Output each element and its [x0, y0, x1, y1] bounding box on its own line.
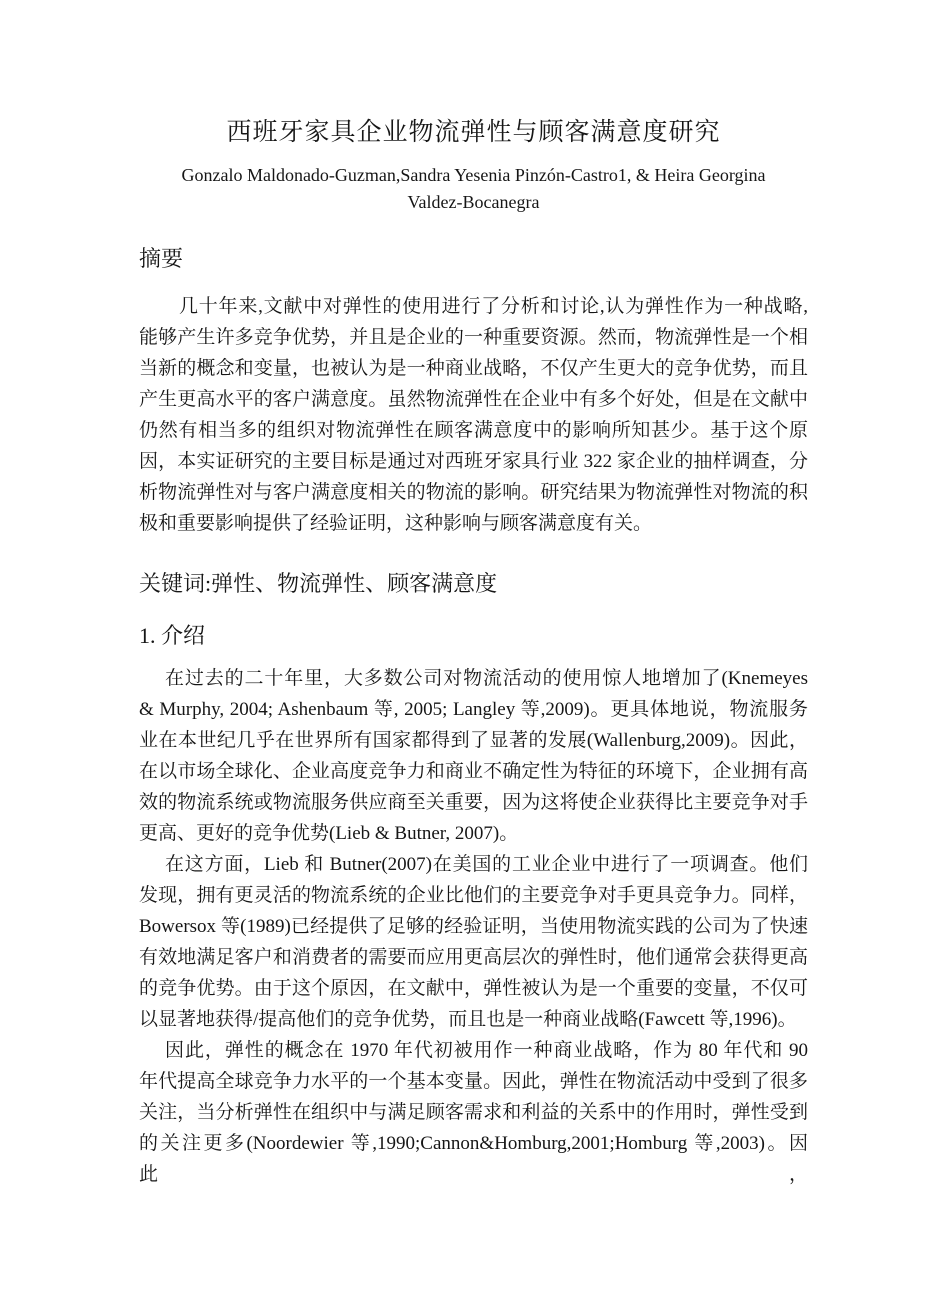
text-line: 的关注更多(Noordewier 等,1990;Cannon&Homburg,2001;Homburg 等,2003)。因此，: [139, 1133, 808, 1185]
text-line: 在这方面，Lieb 和 Butner(2007)在美国的工业企业中进行了一项调查。他们: [165, 854, 808, 875]
section-1-heading: 1. 介绍: [139, 623, 206, 648]
text-line: 因，本实证研究的主要目标是通过对西班牙家具行业 322 家企业的抽样调查，分: [139, 451, 808, 472]
text-line: 的竞争优势。由于这个原因，在文献中，弹性被认为是一个重要的变量，不仅可: [139, 978, 808, 999]
text-line: 以显著地获得/提高他们的竞争优势，而且也是一种商业战略(Fawcett 等,1996)。: [139, 1009, 797, 1030]
text-line: 析物流弹性对与客户满意度相关的物流的影响。研究结果为物流弹性对物流的积: [139, 482, 808, 503]
abstract-paragraph: [139, 291, 808, 539]
text-line: 更高、更好的竞争优势(Lieb & Butner, 2007)。: [139, 823, 519, 844]
intro-paragraph-1: [139, 663, 808, 849]
abstract-heading: 摘要: [139, 246, 184, 271]
text-line: 年代提高全球竞争力水平的一个基本变量。因此，弹性在物流活动中受到了很多: [139, 1071, 808, 1092]
authors-line-2: Valdez-Bocanegra: [407, 192, 540, 212]
text-line: 因此，弹性的概念在 1970 年代初被用作一种商业战略，作为 80 年代和 90: [165, 1040, 808, 1061]
text-line: 产生更高水平的客户满意度。虽然物流弹性在企业中有多个好处，但是在文献中: [139, 389, 808, 410]
keywords-line: 关键词:弹性、物流弹性、顾客满意度: [139, 571, 498, 596]
page-content: [139, 0, 808, 1190]
text-line: 能够产生许多竞争优势，并且是企业的一种重要资源。然而，物流弹性是一个相: [139, 327, 808, 348]
text-line: 极和重要影响提供了经验证明，这种影响与顾客满意度有关。: [139, 513, 653, 534]
intro-paragraph-3: [139, 1035, 808, 1190]
text-line: 仍然有相当多的组织对物流弹性在顾客满意度中的影响所知甚少。基于这个原: [139, 420, 808, 441]
text-line: 在过去的二十年里，大多数公司对物流活动的使用惊人地增加了(Knemeyes: [165, 668, 808, 689]
authors-line-1: Gonzalo Maldonado-Guzman,Sandra Yesenia Pinzón-Castro1, & Heira Georgina: [181, 165, 766, 185]
intro-paragraph-2: [139, 849, 808, 1035]
text-line: 几十年来,文献中对弹性的使用进行了分析和讨论,认为弹性作为一种战略,: [179, 296, 808, 317]
text-line: 业在本世纪几乎在世界所有国家都得到了显著的发展(Wallenburg,2009)。因此，: [139, 730, 808, 751]
text-line: 关注，当分析弹性在组织中与满足顾客需求和利益的关系中的作用时，弹性受到: [139, 1102, 808, 1123]
text-line: 当新的概念和变量，也被认为是一种商业战略，不仅产生更大的竞争优势，而且: [139, 358, 808, 379]
text-line: 发现，拥有更灵活的物流系统的企业比他们的主要竞争对手更具竞争力。同样，: [139, 885, 808, 906]
text-line: Bowersox 等(1989)已经提供了足够的经验证明，当使用物流实践的公司为了快速: [139, 916, 808, 937]
text-line: 在以市场全球化、企业高度竞争力和商业不确定性为特征的环境下，企业拥有高: [139, 761, 808, 782]
authors-block: [139, 162, 808, 216]
text-line: 效的物流系统或物流服务供应商至关重要，因为这将使企业获得比主要竞争对手: [139, 792, 808, 813]
paper-title: 西班牙家具企业物流弹性与顾客满意度研究: [226, 119, 721, 146]
text-line: & Murphy, 2004; Ashenbaum 等, 2005; Langley 等,2009)。更具体地说，物流服务: [139, 699, 808, 720]
text-line: 有效地满足客户和消费者的需要而应用更高层次的弹性时，他们通常会获得更高: [139, 947, 808, 968]
